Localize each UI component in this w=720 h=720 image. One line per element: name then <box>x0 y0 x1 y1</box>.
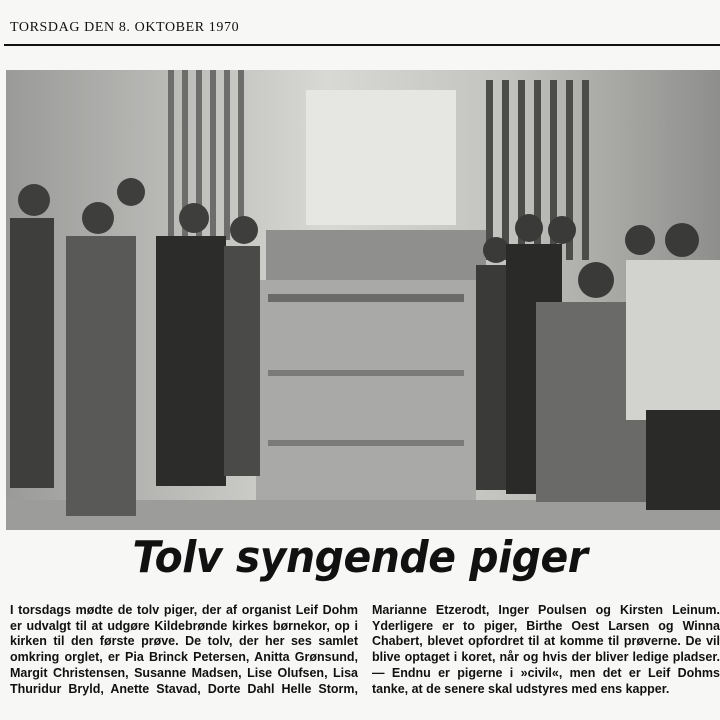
dateline: TORSDAG DEN 8. OKTOBER 1970 <box>10 20 240 35</box>
choir-photo-icon <box>6 70 720 530</box>
article-photo <box>6 70 720 530</box>
article-body <box>10 603 720 715</box>
header-rule <box>4 44 720 46</box>
article-headline: Tolv syngende piger <box>132 532 588 583</box>
article-body-paragraph: I torsdags mødte de tolv piger, der af organist Leif Dohm er udvalgt til at udgøre Kildebrønde kirkes børnekor, op i kirken til den første prøve. De tolv, der her ses samlet omkring orglet, er Pia Brinck Petersen, Anitta Grønsund, Margit Christensen, Susanne Madsen, Lise Olufsen, Lisa Thuridur Bryld, Anette Stavad, Dorte Dahl Helle Storm, Marianne Etzerodt, Inger Poulsen og Kirsten Leinum. Yderligere er to piger, Birthe Oest Larsen og Winna Chabert, blevet opfordret til at komme til prøverne. De vil blive optaget i koret, når og hvis der bliver ledige pladser. — Endnu er pigerne i »civil«, men det er Leif Dohms tanke, at de senere skal udstyres med ens kapper. <box>10 603 720 696</box>
